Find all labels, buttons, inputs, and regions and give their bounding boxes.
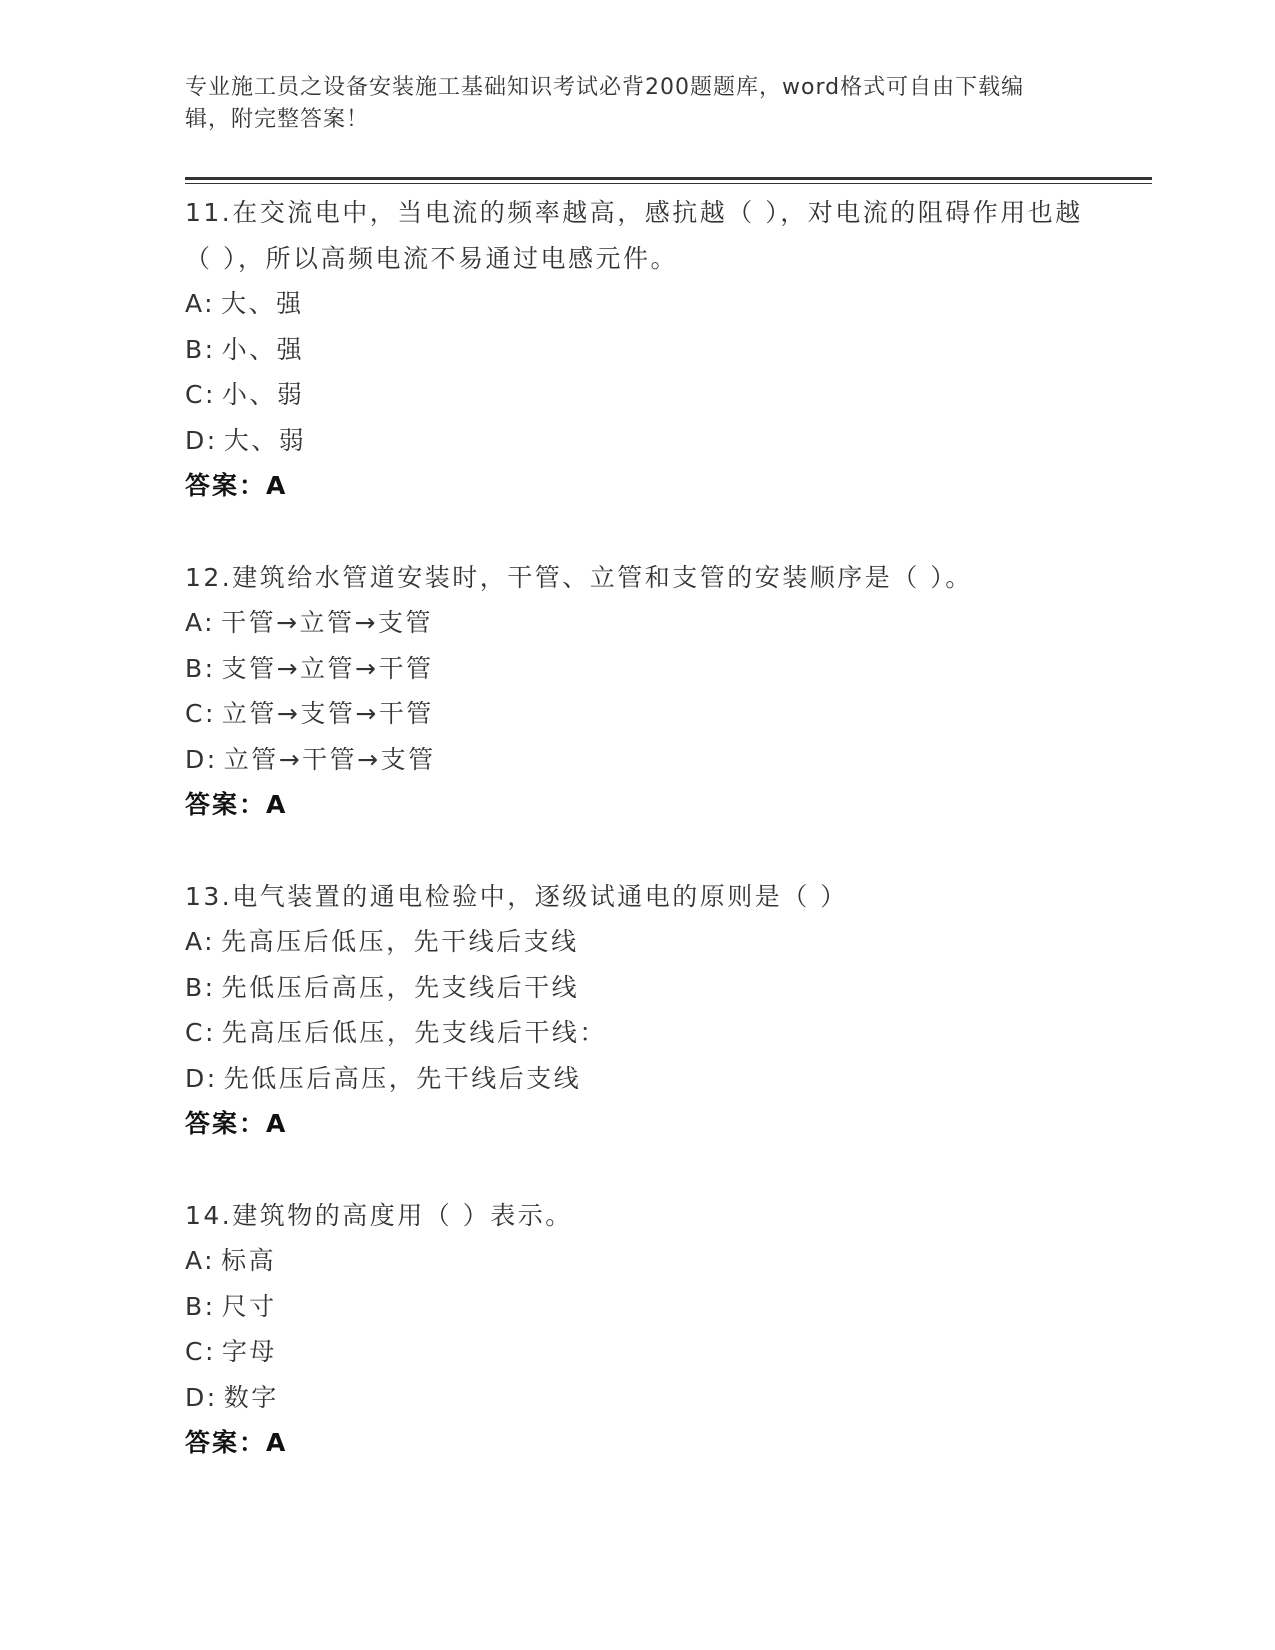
option-b xyxy=(185,1284,1085,1330)
option-text: 字母 xyxy=(221,1337,277,1366)
option-text: 立管→干管→支管 xyxy=(223,744,436,774)
document-header: 专业施工员之设备安装施工基础知识考试必背200题题库，word格式可自由下载编辑，附完整答案！ xyxy=(185,75,1025,132)
option-text: 先高压后低压，先干线后支线 xyxy=(221,927,579,956)
option-label: C: xyxy=(185,1018,216,1047)
question-text: 12.建筑给水管道安装时，干管、立管和支管的安装顺序是（ ）。 xyxy=(185,562,973,592)
option-c xyxy=(185,1010,1085,1056)
option-a xyxy=(185,600,1085,646)
option-text: 小、强 xyxy=(221,334,305,364)
option-text: 立管→支管→干管 xyxy=(221,699,434,728)
question-text: 11.在交流电中，当电流的频率越高，感抗越（ ），对电流的阻碍作用也越（ ），所以高频电流不易通过电感元件。 xyxy=(185,198,1083,273)
option-text: 数字 xyxy=(223,1382,279,1412)
option-c xyxy=(185,1329,1085,1375)
question-13 xyxy=(185,874,1085,1147)
option-text: 尺寸 xyxy=(221,1291,277,1321)
answer: 答案：A xyxy=(185,1428,288,1457)
header-rule-thick xyxy=(185,177,1152,180)
option-label: A: xyxy=(185,927,216,956)
question-11 xyxy=(185,190,1085,509)
answer: 答案：A xyxy=(185,790,288,819)
option-label: D: xyxy=(185,744,218,774)
option-label: C: xyxy=(185,380,216,409)
option-c xyxy=(185,691,1085,737)
option-label: D: xyxy=(185,1382,218,1412)
option-d xyxy=(185,737,1085,783)
answer: 答案：A xyxy=(185,1109,288,1138)
question-list xyxy=(185,190,1085,1512)
option-d xyxy=(185,1375,1085,1421)
question-14 xyxy=(185,1193,1085,1466)
option-label: D: xyxy=(185,1063,218,1093)
option-text: 大、弱 xyxy=(223,425,307,455)
option-text: 干管→立管→支管 xyxy=(221,608,433,637)
option-b xyxy=(185,646,1085,692)
option-a xyxy=(185,281,1085,327)
option-d xyxy=(185,1056,1085,1102)
option-b xyxy=(185,327,1085,373)
header-rule-thin xyxy=(185,183,1152,184)
option-text: 先低压后高压，先支线后干线 xyxy=(221,972,580,1002)
answer: 答案：A xyxy=(185,471,288,500)
option-d xyxy=(185,418,1085,464)
option-label: B: xyxy=(185,653,216,683)
option-a xyxy=(185,919,1085,965)
question-12 xyxy=(185,555,1085,828)
option-label: C: xyxy=(185,699,216,728)
option-text: 支管→立管→干管 xyxy=(221,653,434,683)
option-text: 小、弱 xyxy=(221,380,305,409)
option-label: B: xyxy=(185,1291,216,1321)
question-text: 14.建筑物的高度用（ ）表示。 xyxy=(185,1200,573,1230)
option-text: 先低压后高压，先干线后支线 xyxy=(223,1063,582,1093)
option-label: C: xyxy=(185,1337,216,1366)
option-text: 先高压后低压，先支线后干线： xyxy=(221,1018,607,1047)
option-c xyxy=(185,372,1085,418)
option-text: 大、强 xyxy=(221,289,304,318)
question-text: 13.电气装置的通电检验中，逐级试通电的原则是（ ） xyxy=(185,881,848,911)
option-label: B: xyxy=(185,334,216,364)
option-b xyxy=(185,965,1085,1011)
option-label: D: xyxy=(185,425,218,455)
option-a xyxy=(185,1238,1085,1284)
option-label: A: xyxy=(185,289,216,318)
option-label: A: xyxy=(185,1246,216,1275)
option-label: A: xyxy=(185,608,216,637)
option-text: 标高 xyxy=(221,1246,277,1275)
option-label: B: xyxy=(185,972,216,1002)
